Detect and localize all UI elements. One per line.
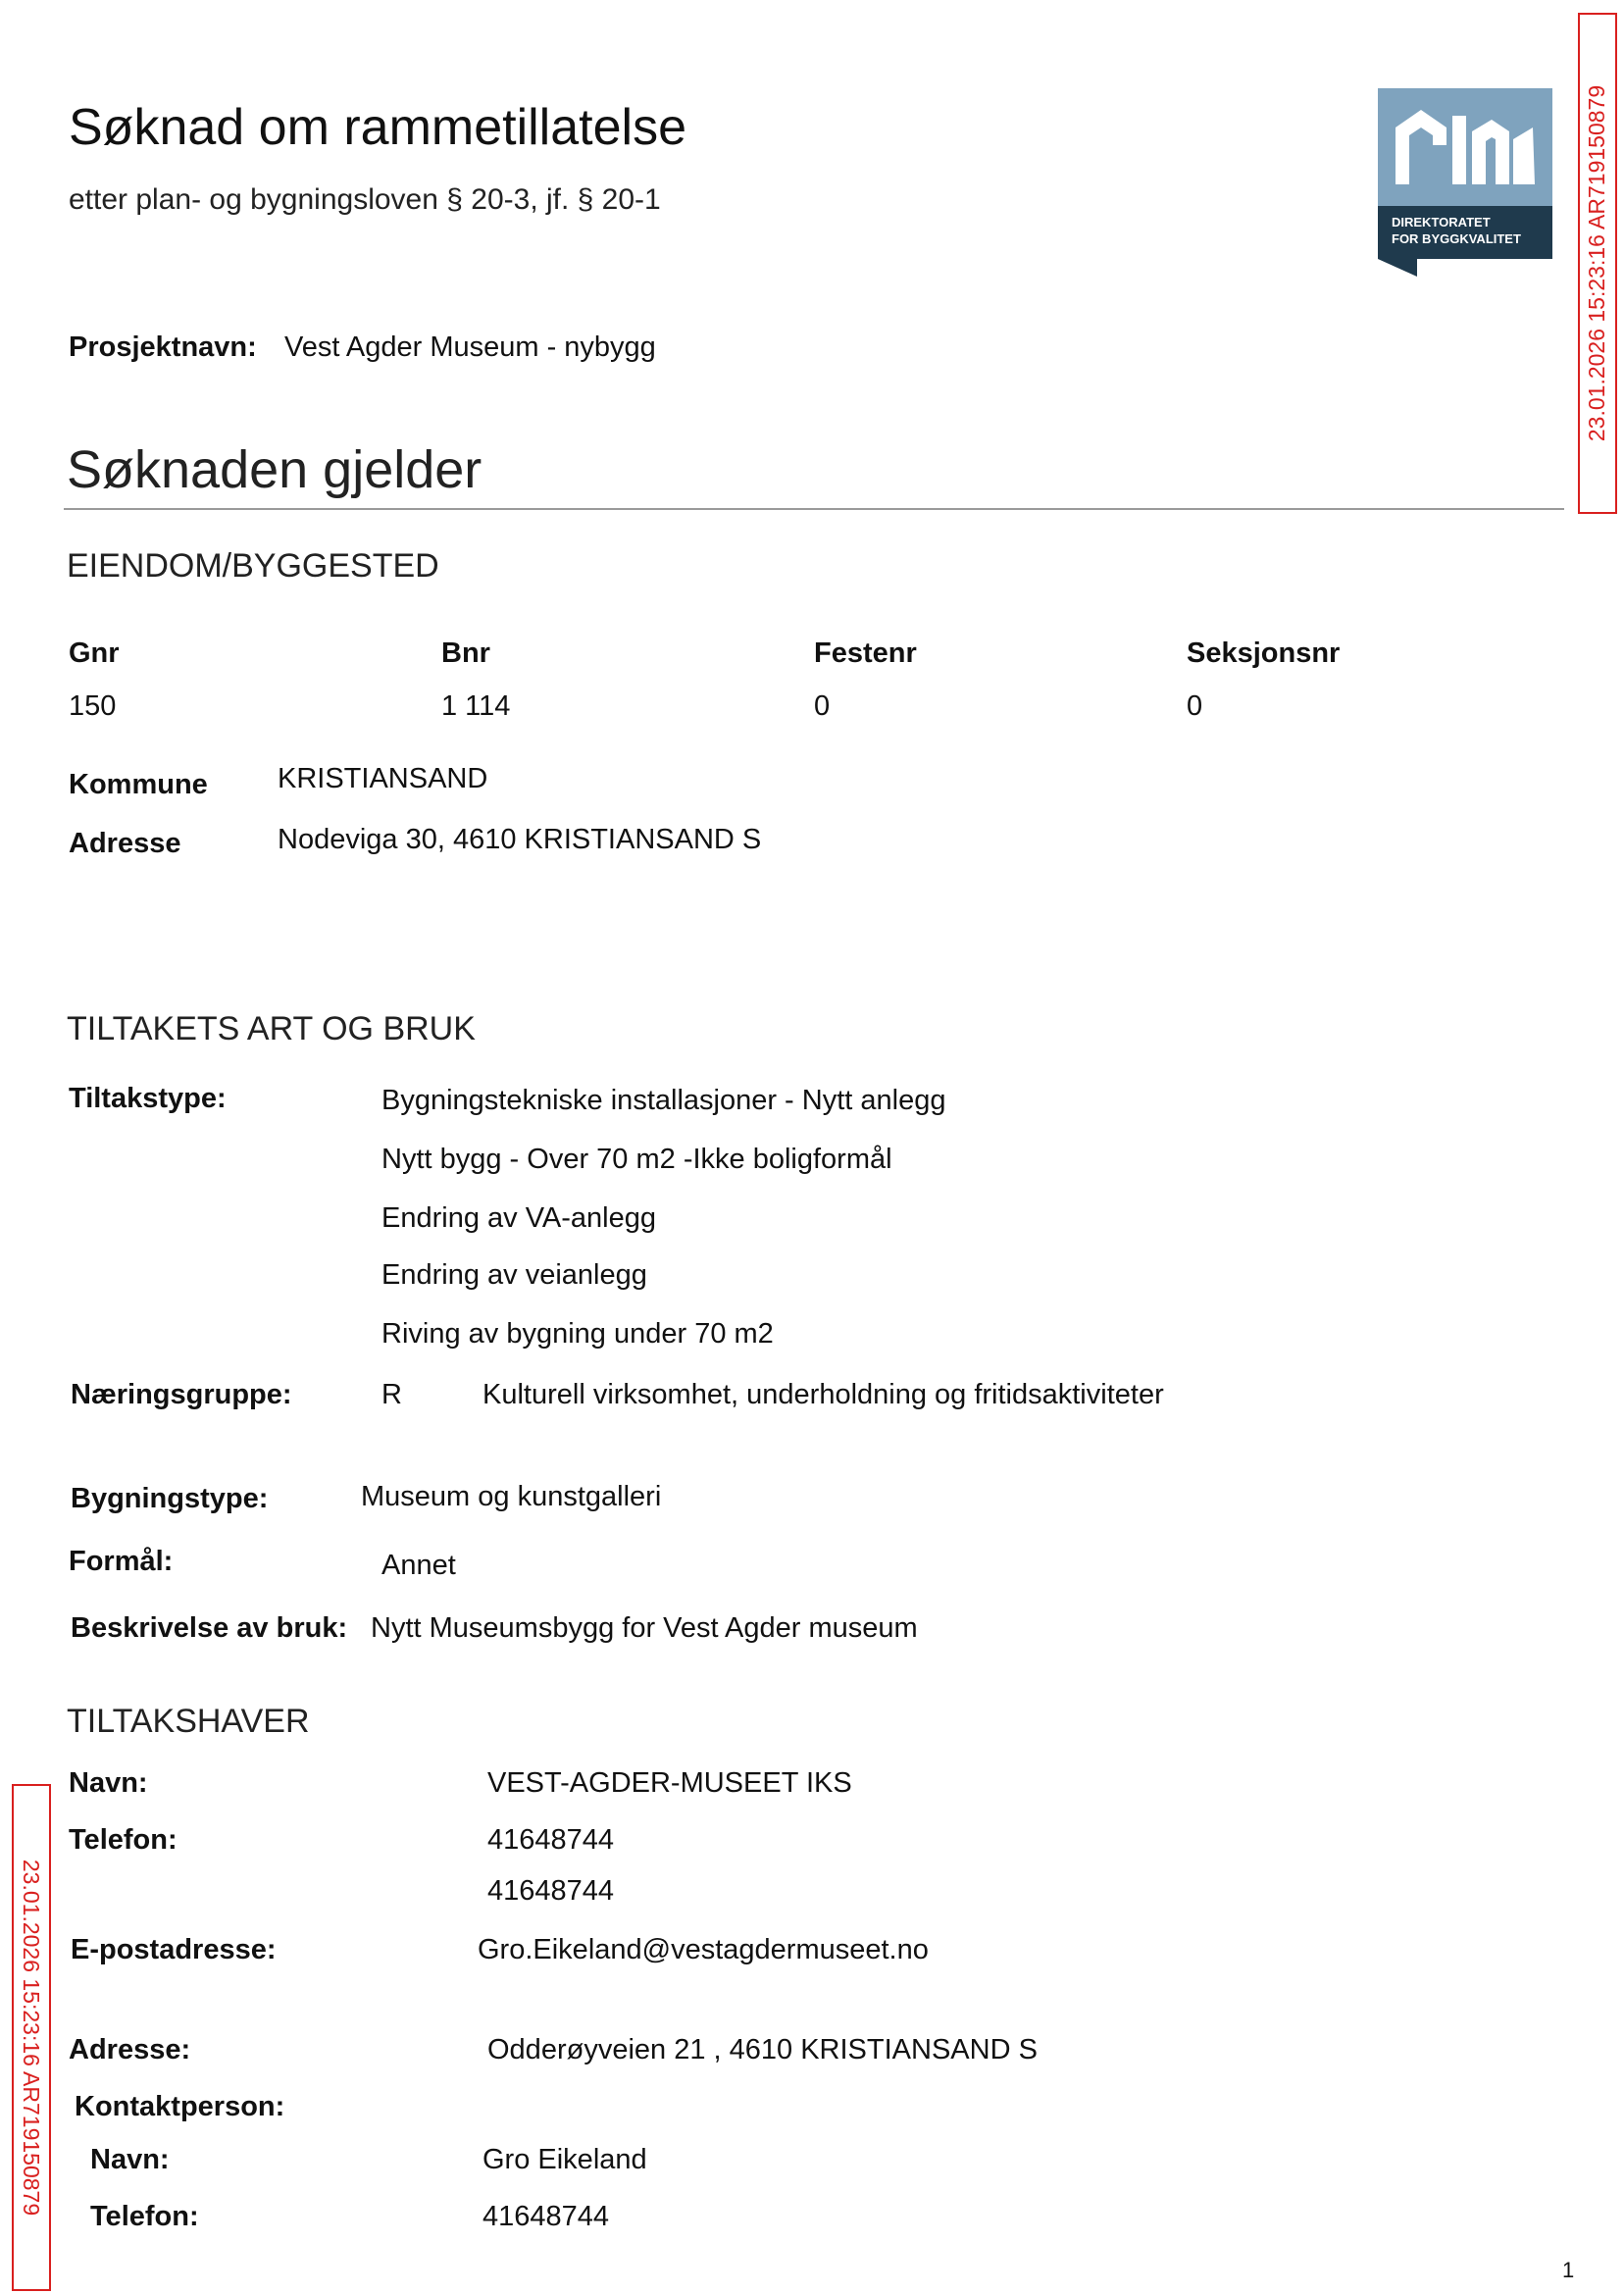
kommune-value: KRISTIANSAND (278, 763, 488, 794)
measure-type-item: Nytt bygg - Over 70 m2 -Ikke boligformål (381, 1144, 892, 1175)
contact-name-label: Navn: (90, 2144, 170, 2175)
industry-group-label: Næringsgruppe: (71, 1379, 292, 1410)
applicant-phone-value: 41648744 (487, 1824, 615, 1856)
dibk-logo (1378, 88, 1552, 277)
measure-type-item: Bygningstekniske installasjoner - Nytt anlegg (381, 1085, 946, 1116)
gnr-label: Gnr (69, 637, 120, 669)
document-subtitle: etter plan- og bygningsloven § 20-3, jf. § 20-1 (69, 183, 661, 216)
contact-person-label: Kontaktperson: (75, 2091, 285, 2122)
applicant-email-value: Gro.Eikeland@vestagdermuseet.no (478, 1934, 929, 1965)
adresse-value: Nodeviga 30, 4610 KRISTIANSAND S (278, 824, 762, 855)
logo-text-line1: DIREKTORATET (1392, 215, 1491, 229)
application-heading: Søknaden gjelder (67, 440, 482, 499)
timestamp-stamp-left (12, 1784, 51, 2291)
heading-divider (64, 508, 1564, 510)
applicant-phone-value-2: 41648744 (487, 1875, 615, 1907)
contact-phone-label: Telefon: (90, 2201, 199, 2232)
adresse-label: Adresse (69, 828, 181, 859)
stamp-text: 23.01.2026 15:23:16 AR719150879 (19, 1859, 45, 2217)
property-section-heading: EIENDOM/BYGGESTED (67, 547, 439, 585)
dibk-logo-mark (1378, 88, 1552, 277)
industry-group-code: R (381, 1379, 402, 1410)
seksjonsnr-value: 0 (1187, 690, 1203, 722)
measure-section-heading: TILTAKETS ART OG BRUK (67, 1010, 476, 1047)
applicant-name-value: VEST-AGDER-MUSEET IKS (487, 1767, 852, 1799)
festenr-label: Festenr (814, 637, 917, 669)
gnr-value: 150 (69, 690, 117, 722)
page-number: 1 (1562, 2258, 1575, 2282)
bnr-label: Bnr (441, 637, 490, 669)
measure-type-item: Endring av VA-anlegg (381, 1202, 656, 1234)
kommune-label: Kommune (69, 769, 208, 800)
project-name-value: Vest Agder Museum - nybygg (284, 331, 656, 363)
usage-label: Beskrivelse av bruk: (71, 1612, 348, 1644)
measure-type-label: Tiltakstype: (69, 1083, 227, 1114)
bnr-value: 1 114 (441, 690, 511, 722)
applicant-phone-label: Telefon: (69, 1824, 178, 1856)
timestamp-stamp-top (1578, 13, 1617, 514)
contact-phone-value: 41648744 (482, 2201, 610, 2232)
building-type-value: Museum og kunstgalleri (361, 1481, 662, 1512)
purpose-value: Annet (381, 1550, 456, 1581)
measure-type-item: Riving av bygning under 70 m2 (381, 1318, 774, 1350)
project-name-label: Prosjektnavn: (69, 331, 257, 363)
applicant-section-heading: TILTAKSHAVER (67, 1703, 310, 1740)
applicant-address-value: Odderøyveien 21 , 4610 KRISTIANSAND S (487, 2034, 1038, 2065)
measure-type-item: Endring av veianlegg (381, 1259, 647, 1291)
purpose-label: Formål: (69, 1546, 174, 1577)
contact-name-value: Gro Eikeland (482, 2144, 647, 2175)
festenr-value: 0 (814, 690, 831, 722)
applicant-address-label: Adresse: (69, 2034, 191, 2065)
building-type-label: Bygningstype: (71, 1483, 269, 1514)
logo-text-line2: FOR BYGGKVALITET (1392, 231, 1521, 246)
stamp-text: 23.01.2026 15:23:16 AR719150879 (1584, 84, 1610, 442)
document-title: Søknad om rammetillatelse (69, 99, 686, 156)
applicant-email-label: E-postadresse: (71, 1934, 277, 1965)
industry-group-text: Kulturell virksomhet, underholdning og fritidsaktiviteter (482, 1379, 1164, 1410)
applicant-name-label: Navn: (69, 1767, 148, 1799)
usage-value: Nytt Museumsbygg for Vest Agder museum (371, 1612, 918, 1644)
seksjonsnr-label: Seksjonsnr (1187, 637, 1341, 669)
